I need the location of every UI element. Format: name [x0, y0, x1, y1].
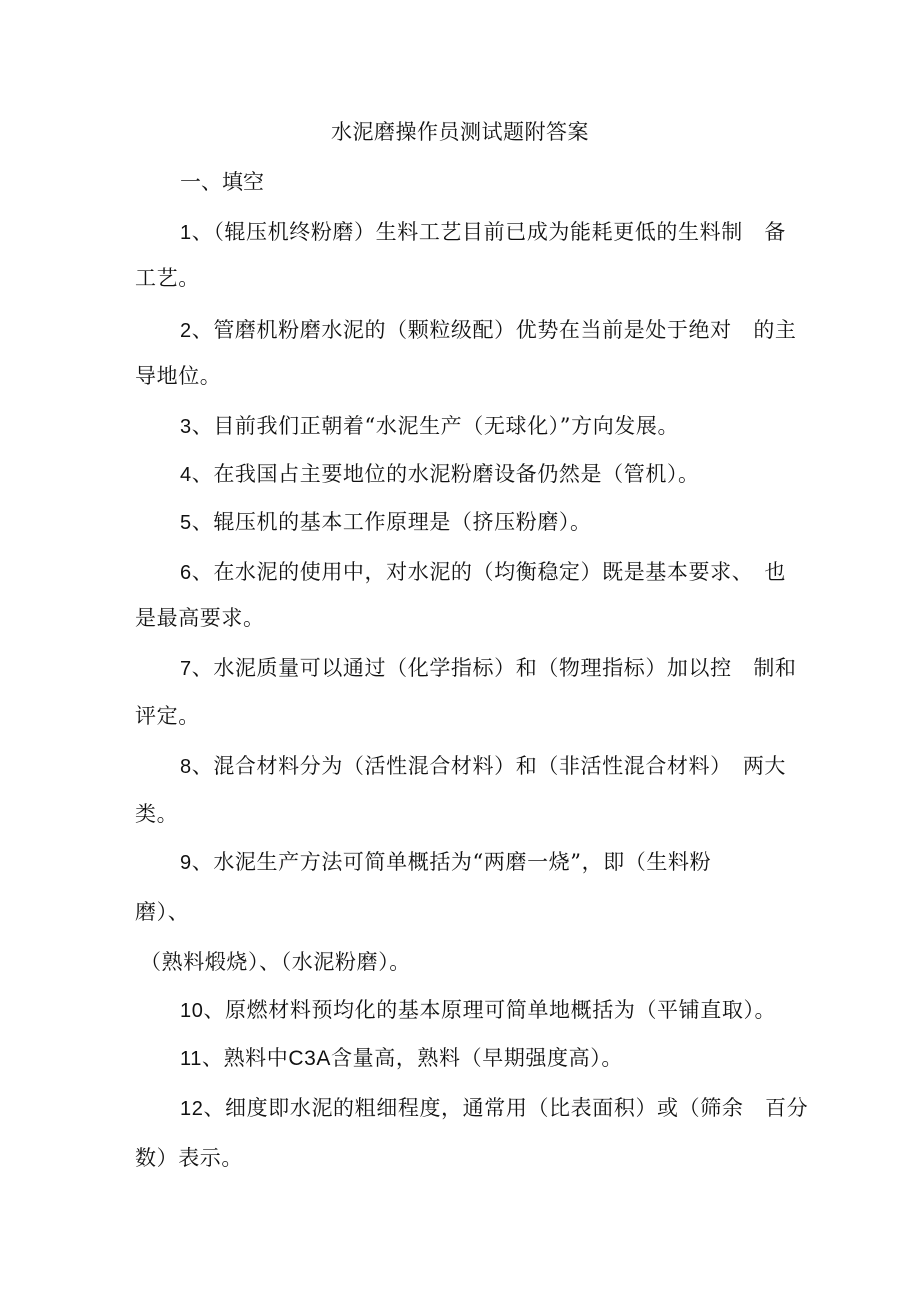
question-9-line-3: （熟料煅烧）、（水泥粉磨）。 — [140, 950, 411, 974]
question-6-line-1 — [180, 556, 786, 589]
question-text: 、细度即水泥的粗细程度，通常用（比表面积）或（筛余 百分 — [203, 1096, 809, 1120]
question-text: 、混合材料分为（活性混合材料）和（非活性混合材料） 两大 — [191, 754, 787, 778]
question-number: 7 — [180, 658, 192, 680]
question-7-line-1 — [180, 652, 797, 685]
question-3-line-1 — [180, 410, 679, 443]
question-text: 、辊压机的基本工作原理是（挤压粉磨）。 — [191, 510, 592, 534]
question-11-line-1 — [180, 1042, 623, 1075]
question-text: 、目前我们正朝着“水泥生产（无球化）”方向发展。 — [191, 414, 680, 438]
question-number: 1 — [180, 222, 192, 244]
document-title: 水泥磨操作员测试题附答案 — [331, 120, 589, 144]
question-number: 5 — [180, 512, 192, 534]
question-text: 、在我国占主要地位的水泥粉磨设备仍然是（管机）。 — [191, 462, 700, 486]
question-8-line-1 — [180, 750, 786, 783]
question-10-line-1 — [180, 994, 776, 1027]
question-number: 8 — [180, 756, 192, 778]
question-9-line-2: 磨）、 — [135, 900, 190, 924]
question-text: 、（辊压机终粉磨）生料工艺目前已成为能耗更低的生料制 备 — [191, 220, 787, 244]
question-number: 6 — [180, 562, 192, 584]
question-text: 含量高，熟料（早期强度高）。 — [331, 1046, 623, 1070]
question-number: 9 — [180, 852, 192, 874]
section-heading: 一、填空 — [180, 170, 264, 194]
question-number: 4 — [180, 464, 192, 486]
question-text: 、原燃材料预均化的基本原理可简单地概括为（平铺直取）。 — [203, 998, 777, 1022]
question-7-line-2: 评定。 — [135, 704, 200, 728]
question-4-line-1 — [180, 458, 700, 491]
question-number: 2 — [180, 320, 192, 342]
question-number: 3 — [180, 416, 192, 438]
question-5-line-1 — [180, 506, 592, 539]
question-text: 、水泥质量可以通过（化学指标）和（物理指标）加以控 制和 — [191, 656, 797, 680]
question-text: 、熟料中 — [201, 1046, 289, 1070]
question-1-line-2: 工艺。 — [135, 266, 200, 290]
question-12-line-2: 数）表示。 — [135, 1146, 243, 1170]
question-text: 、在水泥的使用中，对水泥的（均衡稳定）既是基本要求、 也 — [191, 560, 787, 584]
question-12-line-1 — [180, 1092, 808, 1125]
question-8-line-2: 类。 — [135, 802, 179, 826]
question-2-line-1 — [180, 314, 797, 347]
question-text: 、管磨机粉磨水泥的（颗粒级配）优势在当前是处于绝对 的主 — [191, 318, 797, 342]
question-9-line-1 — [180, 846, 711, 879]
chemical-formula: C3A — [288, 1047, 332, 1070]
question-1-line-1 — [180, 216, 786, 249]
question-number: 10 — [180, 1000, 204, 1022]
question-number: 12 — [180, 1098, 204, 1120]
question-text: 、水泥生产方法可简单概括为“两磨一烧”，即（生料粉 — [191, 850, 712, 874]
question-6-line-2: 是最高要求。 — [135, 606, 265, 630]
question-2-line-2: 导地位。 — [135, 364, 222, 388]
question-number: 11 — [180, 1048, 202, 1070]
